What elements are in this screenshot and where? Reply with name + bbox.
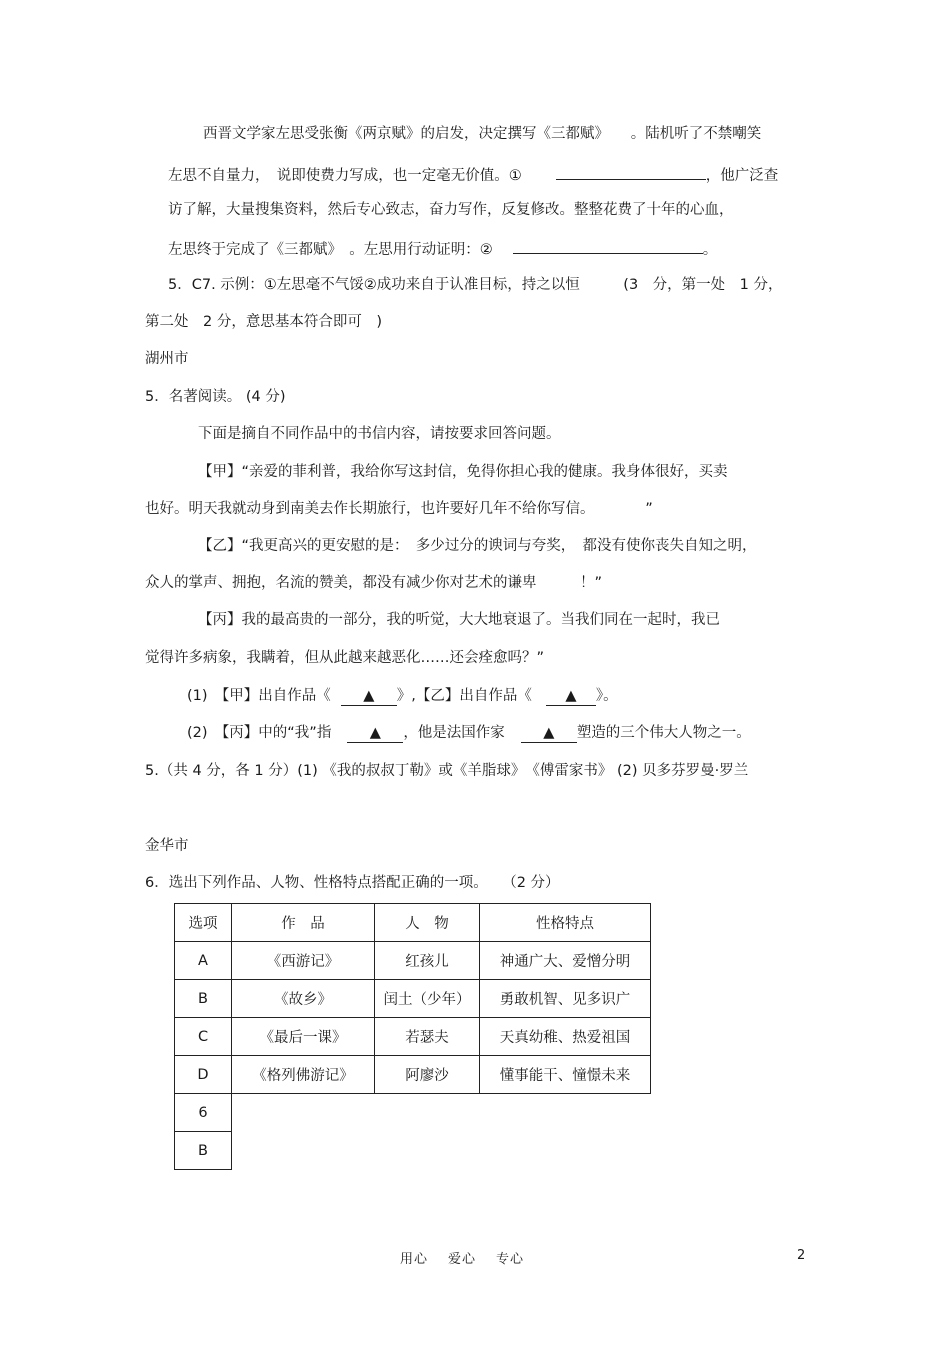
table-cell: 《最后一课》 — [232, 1018, 375, 1056]
sub-question-2-text-b: ，他是法国作家 — [403, 725, 505, 741]
table-header-cell: 人 物 — [375, 904, 480, 942]
page-number: 2 — [797, 1248, 806, 1263]
letter-yi-line-2: 众人的掌声、拥抱，名流的赞美，都没有减少你对艺术的谦卑 ！” — [145, 575, 603, 591]
answer-blank-1 — [556, 163, 706, 180]
table-row — [175, 1018, 651, 1056]
letter-jia-line-2: 也好。明天我就动身到南美去作长期旅行，也许要好几年不给你写信。 ” — [145, 501, 653, 517]
letter-bing-line-2: 觉得许多病象，我瞒着，但从此越来越恶化……还会痊愈吗？” — [145, 650, 545, 666]
passage-line-3: 访了解，大量搜集资料，然后专心致志，奋力写作，反复修改。整整花费了十年的心血， — [168, 202, 734, 218]
footer-word: 专心 — [496, 1252, 525, 1267]
table-header-cell: 性格特点 — [480, 904, 651, 942]
answer-cell-number: 6 — [175, 1094, 232, 1132]
answer-5a-line-1: 5．C7. 示例：①左思毫不气馁②成功来自于认准目标，持之以恒 (3 分，第一处 1 分， — [168, 277, 783, 293]
triangle-blank-4: ▲ — [521, 724, 577, 743]
sub-question-1 — [187, 686, 618, 706]
table-cell: 勇敢机智、见多识广 — [480, 980, 651, 1018]
table-cell: A — [175, 942, 232, 980]
answer-5a-line-2: 第二处 2 分，意思基本符合即可 ) — [145, 314, 382, 330]
answer-row-choice — [175, 1132, 651, 1170]
footer-word: 爱心 — [448, 1252, 477, 1267]
triangle-blank-2: ▲ — [546, 687, 596, 706]
sub-question-2-text-a: (2) 【丙】中的“我”指 — [187, 725, 332, 741]
table-row — [175, 942, 651, 980]
table-cell: B — [175, 980, 232, 1018]
letter-jia-line-1: 【甲】“亲爱的菲利普，我给你写这封信，免得你担心我的健康。我身体很好，买卖 — [198, 464, 728, 480]
passage-line-2-text: 左思不自量力， 说即使费力写成，也一定毫无价值。① — [168, 168, 522, 184]
table-row — [175, 980, 651, 1018]
sub-question-1-text-b: 》,【乙】出自作品《 — [396, 688, 532, 704]
sub-question-2-text-c: 塑造的三个伟大人物之一。 — [576, 725, 751, 741]
table-header-row — [175, 904, 651, 942]
passage-line-4 — [168, 237, 717, 260]
empty-cell — [232, 1094, 651, 1132]
question-6-title: 6．选出下列作品、人物、性格特点搭配正确的一项。 （2 分） — [145, 875, 560, 891]
table-header-cell: 选项 — [175, 904, 232, 942]
table-cell: 阿廖沙 — [375, 1056, 480, 1094]
passage-line-2 — [168, 163, 778, 186]
footer-word: 用心 — [400, 1252, 429, 1267]
table-cell: 《格列佛游记》 — [232, 1056, 375, 1094]
table-cell: 若瑟夫 — [375, 1018, 480, 1056]
letter-bing-line-1: 【丙】我的最高贵的一部分，我的听觉，大大地衰退了。当我们同在一起时，我已 — [198, 612, 720, 628]
answer-blank-2 — [513, 237, 703, 254]
letter-yi-line-1: 【乙】“我更高兴的更安慰的是： 多少过分的谀词与夸奖， 都没有使你丧失自知之明， — [198, 538, 757, 554]
table-header-cell: 作 品 — [232, 904, 375, 942]
options-table — [174, 903, 651, 1170]
triangle-blank-1: ▲ — [341, 687, 397, 706]
table-cell: C — [175, 1018, 232, 1056]
question-5-intro: 下面是摘自不同作品中的书信内容，请按要求回答问题。 — [198, 426, 561, 442]
passage-line-1: 西晋文学家左思受张衡《两京赋》的启发，决定撰写《三都赋》 。陆机听了不禁嘲笑 — [203, 126, 762, 142]
table-cell: 神通广大、爱憎分明 — [480, 942, 651, 980]
question-5-title: 5．名著阅读。 (4 分) — [145, 389, 286, 405]
answer-row-number — [175, 1094, 651, 1132]
passage-line-4-tail: 。 — [702, 242, 718, 258]
triangle-blank-3: ▲ — [347, 724, 403, 743]
sub-question-1-text-c: 》。 — [595, 688, 618, 704]
answer-cell-choice: B — [175, 1132, 232, 1170]
page-footer — [400, 1248, 544, 1267]
table-cell: 闰土（少年） — [375, 980, 480, 1018]
table-row — [175, 1056, 651, 1094]
table-cell: 红孩儿 — [375, 942, 480, 980]
sub-question-1-text-a: (1) 【甲】出自作品《 — [187, 688, 331, 704]
passage-line-4-text: 左思终于完成了《三都赋》 。左思用行动证明：② — [168, 242, 493, 258]
sub-question-2 — [187, 723, 751, 743]
table-cell: 懂事能干、憧憬未来 — [480, 1056, 651, 1094]
city-heading-jinhua: 金华市 — [145, 838, 189, 854]
passage-line-2-tail: ，他广泛查 — [705, 168, 779, 184]
table-cell: D — [175, 1056, 232, 1094]
city-heading-huzhou: 湖州市 — [145, 351, 189, 367]
answer-5b: 5.（共 4 分，各 1 分）(1) 《我的叔叔丁勒》或《羊脂球》 《傅雷家书》 (2) 贝多芬罗曼·罗兰 — [145, 763, 749, 779]
empty-cell — [232, 1132, 651, 1170]
table-cell: 《故乡》 — [232, 980, 375, 1018]
table-cell: 天真幼稚、热爱祖国 — [480, 1018, 651, 1056]
table-cell: 《西游记》 — [232, 942, 375, 980]
